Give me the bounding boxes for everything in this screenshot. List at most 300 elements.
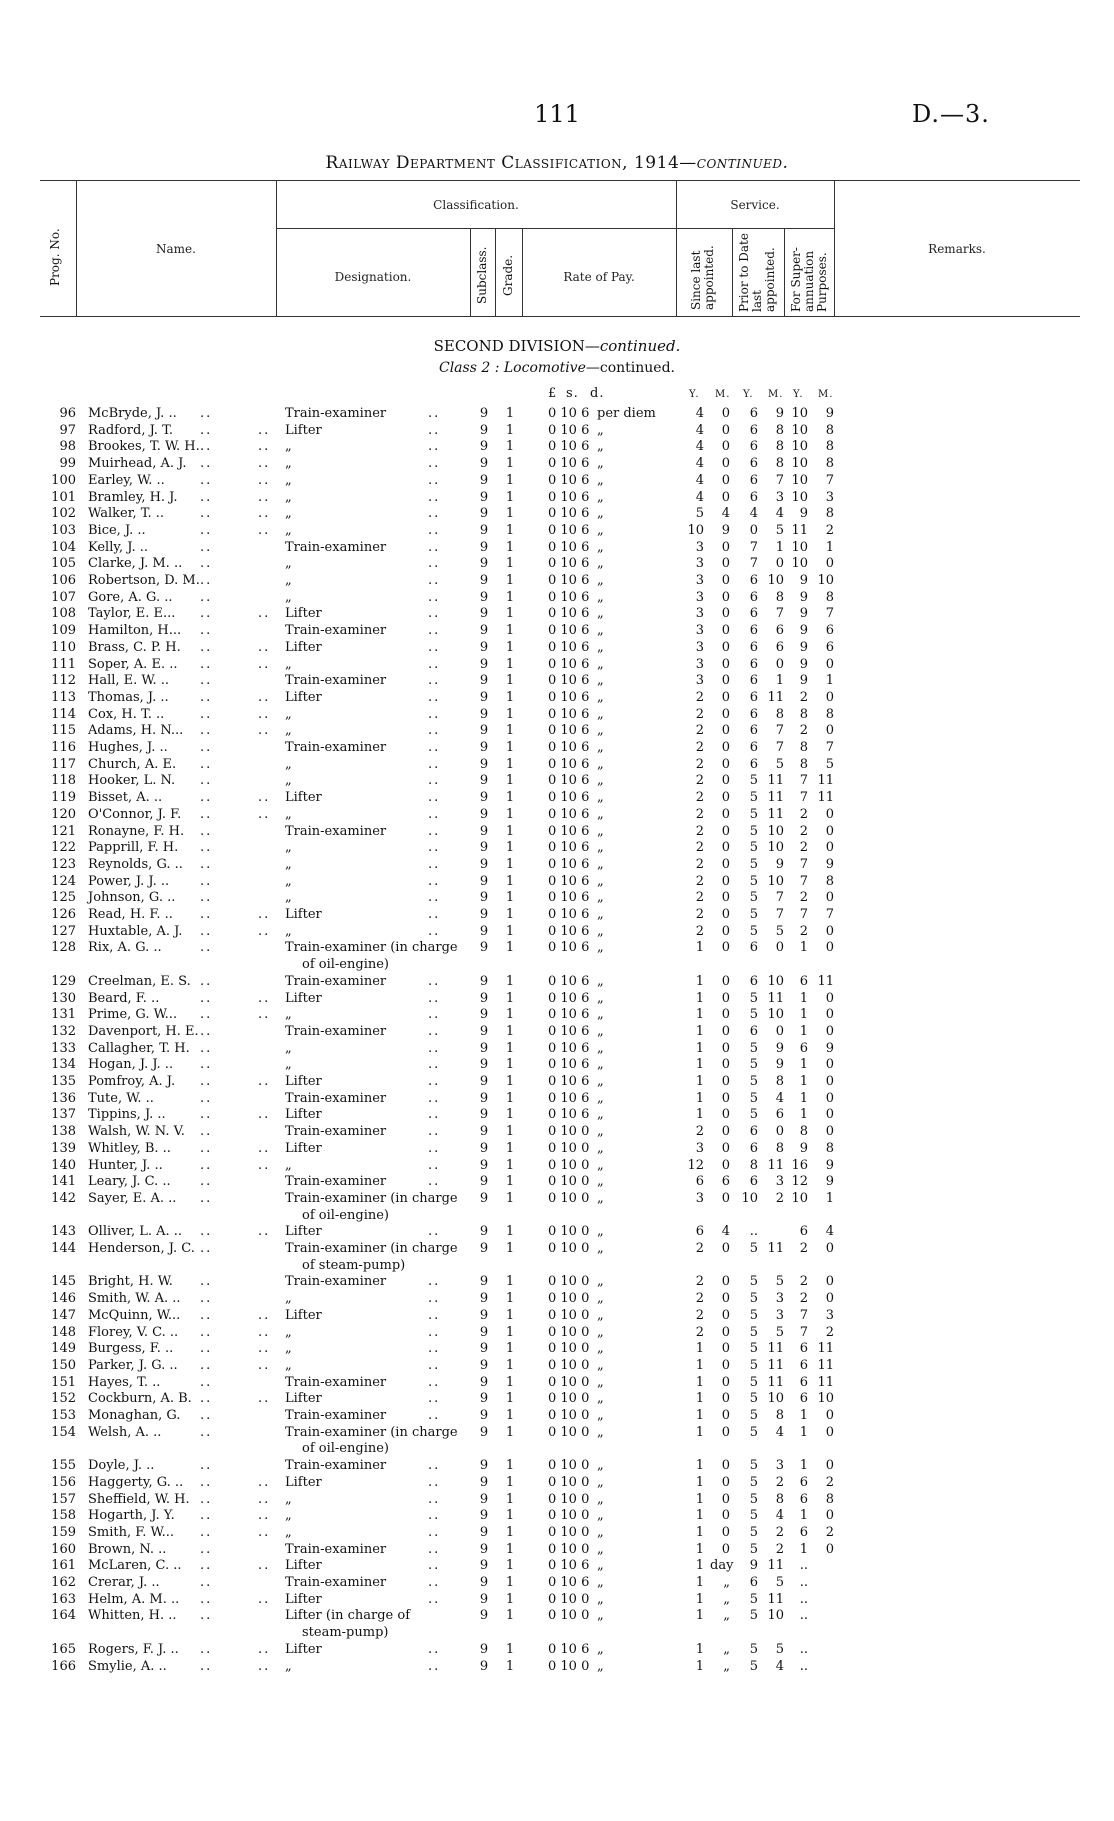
since-years: 1	[695, 940, 704, 956]
since-months: 0	[721, 1341, 730, 1357]
super-years: 6	[799, 1491, 808, 1507]
grade: 1	[505, 606, 515, 622]
rate-of-pay: 0 10 0	[548, 1124, 590, 1140]
page-title	[0, 153, 1114, 173]
grade: 1	[505, 1157, 515, 1173]
prior-years: 5	[749, 1090, 758, 1106]
leader-dots: ..	[200, 1124, 213, 1140]
prog-no: 99	[59, 456, 76, 472]
subclass: 9	[479, 923, 489, 939]
prior-months: 9	[775, 1057, 784, 1073]
super-years: 6	[799, 1357, 808, 1373]
rate-of-pay: 0 10 6	[548, 556, 590, 572]
rate-of-pay: 0 10 6	[548, 890, 590, 906]
grade: 1	[505, 740, 515, 755]
subclass: 9	[479, 506, 489, 522]
subclass: 9	[479, 990, 489, 1006]
leader-dots: ..	[200, 1458, 213, 1474]
rate-of-pay: 0 10 6	[548, 756, 590, 772]
employee-name: Olliver, L. A. ..	[88, 1224, 183, 1240]
super-months: 0	[825, 1241, 834, 1256]
super-years: 7	[799, 1307, 808, 1323]
super-months: 0	[825, 840, 834, 856]
table-row	[0, 857, 1114, 873]
rate-of-pay: 0 10 0	[548, 1591, 590, 1607]
leader-dots: ..	[200, 1341, 213, 1357]
pay-unit: „	[597, 723, 604, 739]
super-months: 11	[817, 1357, 834, 1373]
super-months: 2	[825, 1324, 834, 1340]
since-months: 0	[721, 606, 730, 622]
super-months: 8	[825, 873, 834, 889]
prior-months: 11	[767, 1241, 784, 1256]
table-row	[0, 1174, 1114, 1190]
grade: 1	[505, 656, 515, 672]
prog-no: 142	[51, 1190, 76, 1206]
subclass: 9	[479, 1508, 489, 1524]
prior-months: 7	[775, 907, 784, 922]
since-years: 1	[695, 1007, 704, 1023]
rate-of-pay: 0 10 6	[548, 990, 590, 1006]
leader-dots: ..	[428, 1157, 441, 1173]
rate-of-pay: 0 10 6	[548, 1057, 590, 1073]
super-years: ..	[799, 1608, 808, 1624]
prog-no: 117	[51, 756, 76, 772]
rate-of-pay: 0 10 0	[548, 1608, 590, 1624]
rate-of-pay: 0 10 6	[548, 689, 590, 705]
super-years: 16	[791, 1157, 808, 1173]
super-years: 2	[799, 840, 808, 856]
since-years: 2	[695, 856, 704, 872]
employee-name: Monaghan, G.	[88, 1408, 181, 1423]
super-months: 11	[817, 773, 834, 789]
leader-dots: ..	[200, 1491, 213, 1507]
designation: „	[285, 1291, 292, 1307]
prog-no: 165	[51, 1641, 76, 1657]
prog-no: 163	[51, 1591, 76, 1607]
leader-dots: ..	[258, 1140, 271, 1156]
employee-name: Ronayne, F. H.	[88, 823, 185, 839]
employee-name: Doyle, J. ..	[88, 1458, 155, 1474]
super-years: 9	[799, 606, 808, 622]
rate-of-pay: 0 10 6	[548, 656, 590, 672]
prog-no: 103	[51, 522, 76, 538]
division-continued: continued.	[599, 337, 681, 355]
designation: „	[285, 472, 292, 488]
leader-dots: ..	[200, 1307, 213, 1323]
grade: 1	[505, 923, 515, 939]
pay-unit: „	[597, 1424, 604, 1440]
grade: 1	[505, 1040, 515, 1056]
leader-dots: ..	[428, 1541, 441, 1557]
super-years: 7	[799, 873, 808, 889]
designation: „	[285, 1007, 292, 1023]
rate-of-pay: 0 10 6	[548, 1641, 590, 1657]
rate-of-pay: 0 10 0	[548, 1190, 590, 1206]
pay-unit: „	[597, 823, 604, 839]
grade: 1	[505, 806, 515, 822]
table-row-continuation	[0, 1208, 1114, 1224]
super-years: 1	[799, 1107, 808, 1123]
super-months: 0	[825, 689, 834, 705]
rate-of-pay: 0 10 0	[548, 1324, 590, 1340]
prior-years: 6	[749, 623, 758, 639]
prior-years: 5	[749, 773, 758, 789]
prior-years: 5	[749, 1591, 758, 1607]
prog-no: 115	[51, 723, 76, 739]
since-months: 0	[721, 1541, 730, 1557]
since-months: 0	[721, 890, 730, 906]
subclass: 9	[479, 973, 489, 989]
leader-dots: ..	[200, 1074, 213, 1089]
table-row	[0, 1158, 1114, 1174]
leader-dots: ..	[428, 489, 441, 505]
prior-months: 11	[767, 1157, 784, 1173]
leader-dots: ..	[428, 890, 441, 906]
super-years: ..	[799, 1641, 808, 1657]
prior-months: 3	[775, 1307, 784, 1323]
header-subclass: Subclass.	[475, 246, 489, 304]
subclass: 9	[479, 1241, 489, 1256]
leader-dots: ..	[428, 573, 441, 588]
prog-no: 121	[51, 823, 76, 839]
leader-dots: ..	[428, 1291, 441, 1307]
grade: 1	[505, 1641, 515, 1657]
rate-of-pay: 0 10 6	[548, 472, 590, 488]
leader-dots: ..	[200, 823, 213, 839]
super-years: 12	[791, 1174, 808, 1190]
prior-months: 11	[767, 1357, 784, 1373]
employee-name: Gore, A. G. ..	[88, 589, 173, 605]
class-name: Locomotive	[503, 360, 586, 376]
since-years: 3	[695, 656, 704, 672]
prog-no: 98	[59, 439, 76, 455]
header-rule-mid	[276, 228, 834, 229]
prog-no: 157	[51, 1491, 76, 1507]
since-months: 0	[721, 1190, 730, 1206]
table-row	[0, 490, 1114, 506]
table-row	[0, 1408, 1114, 1424]
super-years: ..	[799, 1658, 808, 1674]
prior-years: 5	[749, 890, 758, 906]
prior-years: 5	[749, 1324, 758, 1340]
since-years: 2	[695, 907, 704, 922]
super-years: 7	[799, 1324, 808, 1340]
leader-dots: ..	[428, 990, 441, 1006]
employee-name: Bice, J. ..	[88, 522, 146, 538]
leader-dots: ..	[200, 1023, 213, 1039]
table-row-continuation	[0, 1441, 1114, 1457]
prior-months: 8	[775, 422, 784, 438]
super-years: 1	[799, 1424, 808, 1440]
employee-name: Tute, W. ..	[88, 1090, 154, 1106]
prog-no: 133	[51, 1040, 76, 1056]
prior-years: 5	[749, 907, 758, 922]
since-months: 0	[721, 456, 730, 472]
unit-years-since: Y.	[689, 389, 700, 400]
leader-dots: ..	[428, 1357, 441, 1373]
leader-dots: ..	[200, 873, 213, 889]
grade: 1	[505, 1124, 515, 1140]
prior-months: 10	[767, 973, 784, 989]
prior-years: 6	[749, 456, 758, 472]
prior-years: 6	[749, 973, 758, 989]
super-months: 9	[825, 1040, 834, 1056]
rate-of-pay: 0 10 6	[548, 589, 590, 605]
table-row	[0, 1041, 1114, 1057]
since-months: 0	[721, 1023, 730, 1039]
pay-unit: „	[597, 1007, 604, 1023]
subclass: 9	[479, 522, 489, 538]
designation: Train-examiner	[285, 1174, 387, 1190]
since-months: 0	[721, 639, 730, 655]
header-rate-of-pay: Rate of Pay.	[563, 270, 635, 284]
designation: Lifter	[285, 1107, 322, 1123]
super-years: 2	[799, 806, 808, 822]
leader-dots: ..	[200, 656, 213, 672]
subclass: 9	[479, 1341, 489, 1357]
grade: 1	[505, 873, 515, 889]
pay-unit: „	[597, 656, 604, 672]
leader-dots: ..	[428, 1224, 441, 1240]
designation: Lifter	[285, 1307, 322, 1323]
since-months: 0	[721, 973, 730, 989]
table-row	[0, 1241, 1114, 1257]
designation: Train-examiner	[285, 539, 387, 555]
since-months: 0	[721, 823, 730, 839]
leader-dots: ..	[428, 689, 441, 705]
employee-name: Hughes, J. ..	[88, 740, 168, 755]
prior-years: 5	[749, 1474, 758, 1490]
super-months: 0	[825, 1057, 834, 1073]
rate-of-pay: 0 10 6	[548, 706, 590, 722]
rate-of-pay: 0 10 6	[548, 790, 590, 806]
prior-months: 7	[775, 723, 784, 739]
leader-dots: ..	[428, 1391, 441, 1407]
designation: Train-examiner	[285, 1124, 387, 1140]
leader-dots: ..	[258, 1357, 271, 1373]
pay-unit: „	[597, 689, 604, 705]
leader-dots: ..	[428, 1558, 441, 1574]
designation: Lifter	[285, 639, 322, 655]
since-years: 2	[695, 790, 704, 806]
prior-months: 4	[775, 1090, 784, 1106]
prog-no: 158	[51, 1508, 76, 1524]
prog-no: 122	[51, 840, 76, 856]
since-years: 1	[695, 1641, 704, 1657]
leader-dots: ..	[200, 1274, 213, 1290]
prog-no: 164	[51, 1608, 76, 1624]
prog-no: 147	[51, 1307, 76, 1323]
super-years: 2	[799, 1274, 808, 1290]
super-months: 10	[817, 1391, 834, 1407]
prior-months: 5	[775, 1641, 784, 1657]
prog-no: 144	[51, 1241, 76, 1256]
leader-dots: ..	[258, 1074, 271, 1089]
since-months: „	[723, 1575, 730, 1590]
leader-dots: ..	[200, 1408, 213, 1423]
prior-years: 5	[749, 840, 758, 856]
table-row	[0, 840, 1114, 856]
designation: Train-examiner	[285, 1090, 387, 1106]
prior-years: 8	[749, 1157, 758, 1173]
leader-dots: ..	[428, 790, 441, 806]
super-months: 8	[825, 706, 834, 722]
pay-unit: „	[597, 1324, 604, 1340]
table-row	[0, 606, 1114, 622]
pay-unit: „	[597, 439, 604, 455]
leader-dots: ..	[428, 1090, 441, 1106]
table-row	[0, 790, 1114, 806]
super-months: 9	[825, 1157, 834, 1173]
prior-months: 10	[767, 573, 784, 588]
prior-years: 5	[749, 1074, 758, 1089]
designation: Train-examiner	[285, 1408, 387, 1423]
grade: 1	[505, 1658, 515, 1674]
prior-years: 5	[749, 1491, 758, 1507]
rate-of-pay: 0 10 6	[548, 573, 590, 588]
table-row	[0, 590, 1114, 606]
pay-unit: „	[597, 1524, 604, 1540]
since-months: 0	[721, 623, 730, 639]
leader-dots: ..	[428, 1074, 441, 1089]
employee-name: Clarke, J. M. ..	[88, 556, 183, 572]
since-years: 2	[695, 1324, 704, 1340]
class-label: Class 2 :	[438, 360, 500, 376]
prior-years: 5	[749, 1541, 758, 1557]
leader-dots: ..	[258, 1341, 271, 1357]
super-years: 8	[799, 740, 808, 755]
since-months: 0	[721, 840, 730, 856]
prog-no: 126	[51, 907, 76, 922]
super-months: 8	[825, 506, 834, 522]
rate-of-pay: 0 10 6	[548, 773, 590, 789]
super-months: 0	[825, 1107, 834, 1123]
since-years: 3	[695, 539, 704, 555]
prior-years: 5	[749, 873, 758, 889]
prior-months: 11	[767, 1341, 784, 1357]
grade: 1	[505, 756, 515, 772]
pay-unit: „	[597, 840, 604, 856]
super-months: 7	[825, 740, 834, 755]
since-years: 1	[695, 1374, 704, 1390]
prior-months: 8	[775, 1491, 784, 1507]
prior-months: 8	[775, 456, 784, 472]
prior-years: 5	[749, 990, 758, 1006]
rate-of-pay: 0 10 0	[548, 1508, 590, 1524]
header-since-last-appointed: Since last appointed.	[689, 245, 716, 310]
prior-years: 5	[749, 1608, 758, 1624]
super-months: 0	[825, 1408, 834, 1423]
table-row	[0, 924, 1114, 940]
since-months: 0	[721, 1007, 730, 1023]
leader-dots: ..	[258, 1474, 271, 1490]
subclass: 9	[479, 1107, 489, 1123]
pay-unit: „	[597, 422, 604, 438]
prior-months: 9	[775, 856, 784, 872]
leader-dots: ..	[428, 1491, 441, 1507]
prior-years: 0	[749, 522, 758, 538]
prior-months: 7	[775, 472, 784, 488]
leader-dots: ..	[200, 1474, 213, 1490]
designation: Train-examiner	[285, 1458, 387, 1474]
pay-unit: „	[597, 1307, 604, 1323]
prior-months: 2	[775, 1541, 784, 1557]
subclass: 9	[479, 723, 489, 739]
prior-years: 6	[749, 740, 758, 755]
leader-dots: ..	[428, 1307, 441, 1323]
prior-months: 2	[775, 1474, 784, 1490]
super-years: 1	[799, 1023, 808, 1039]
prog-no: 104	[51, 539, 76, 555]
since-months: „	[723, 1591, 730, 1607]
table-row	[0, 1274, 1114, 1290]
employee-name: Creelman, E. S.	[88, 973, 191, 989]
table-row	[0, 1141, 1114, 1157]
prior-years: 6	[749, 1023, 758, 1039]
since-years: 6	[695, 1224, 704, 1240]
rate-of-pay: 0 10 0	[548, 1140, 590, 1156]
pay-unit: „	[597, 1458, 604, 1474]
header-designation: Designation.	[334, 270, 412, 284]
rate-of-pay: 0 10 0	[548, 1157, 590, 1173]
super-months: 9	[825, 406, 834, 421]
subclass: 9	[479, 740, 489, 755]
leader-dots: ..	[200, 1508, 213, 1524]
grade: 1	[505, 1324, 515, 1340]
designation: „	[285, 923, 292, 939]
subclass: 9	[479, 1641, 489, 1657]
pay-unit: „	[597, 1291, 604, 1307]
pay-unit: „	[597, 1074, 604, 1089]
grade: 1	[505, 1491, 515, 1507]
designation: „	[285, 589, 292, 605]
grade: 1	[505, 1558, 515, 1574]
header-grade: Grade.	[501, 254, 515, 296]
prior-years: 6	[749, 573, 758, 588]
super-months: 3	[825, 489, 834, 505]
table-row	[0, 1492, 1114, 1508]
since-years: 2	[695, 773, 704, 789]
pay-unit: „	[597, 873, 604, 889]
pay-unit: „	[597, 1408, 604, 1423]
super-months: 5	[825, 756, 834, 772]
designation: Lifter	[285, 422, 322, 438]
subclass: 9	[479, 1291, 489, 1307]
subclass: 9	[479, 456, 489, 472]
designation: „	[285, 456, 292, 472]
designation: „	[285, 656, 292, 672]
prior-years: 6	[749, 706, 758, 722]
since-years: 4	[695, 472, 704, 488]
leader-dots: ..	[200, 923, 213, 939]
pay-unit: „	[597, 1090, 604, 1106]
table-row	[0, 673, 1114, 689]
leader-dots: ..	[428, 673, 441, 689]
pay-unit: „	[597, 589, 604, 605]
super-years: 10	[791, 472, 808, 488]
leader-dots: ..	[200, 1057, 213, 1073]
subclass: 9	[479, 1007, 489, 1023]
pay-unit: „	[597, 456, 604, 472]
since-years: 1	[695, 1408, 704, 1423]
employee-name: Bramley, H. J.	[88, 489, 178, 505]
employee-name: Hall, E. W. ..	[88, 673, 170, 689]
leader-dots: ..	[200, 623, 213, 639]
super-years: 8	[799, 1124, 808, 1140]
designation: „	[285, 556, 292, 572]
leader-dots: ..	[428, 422, 441, 438]
